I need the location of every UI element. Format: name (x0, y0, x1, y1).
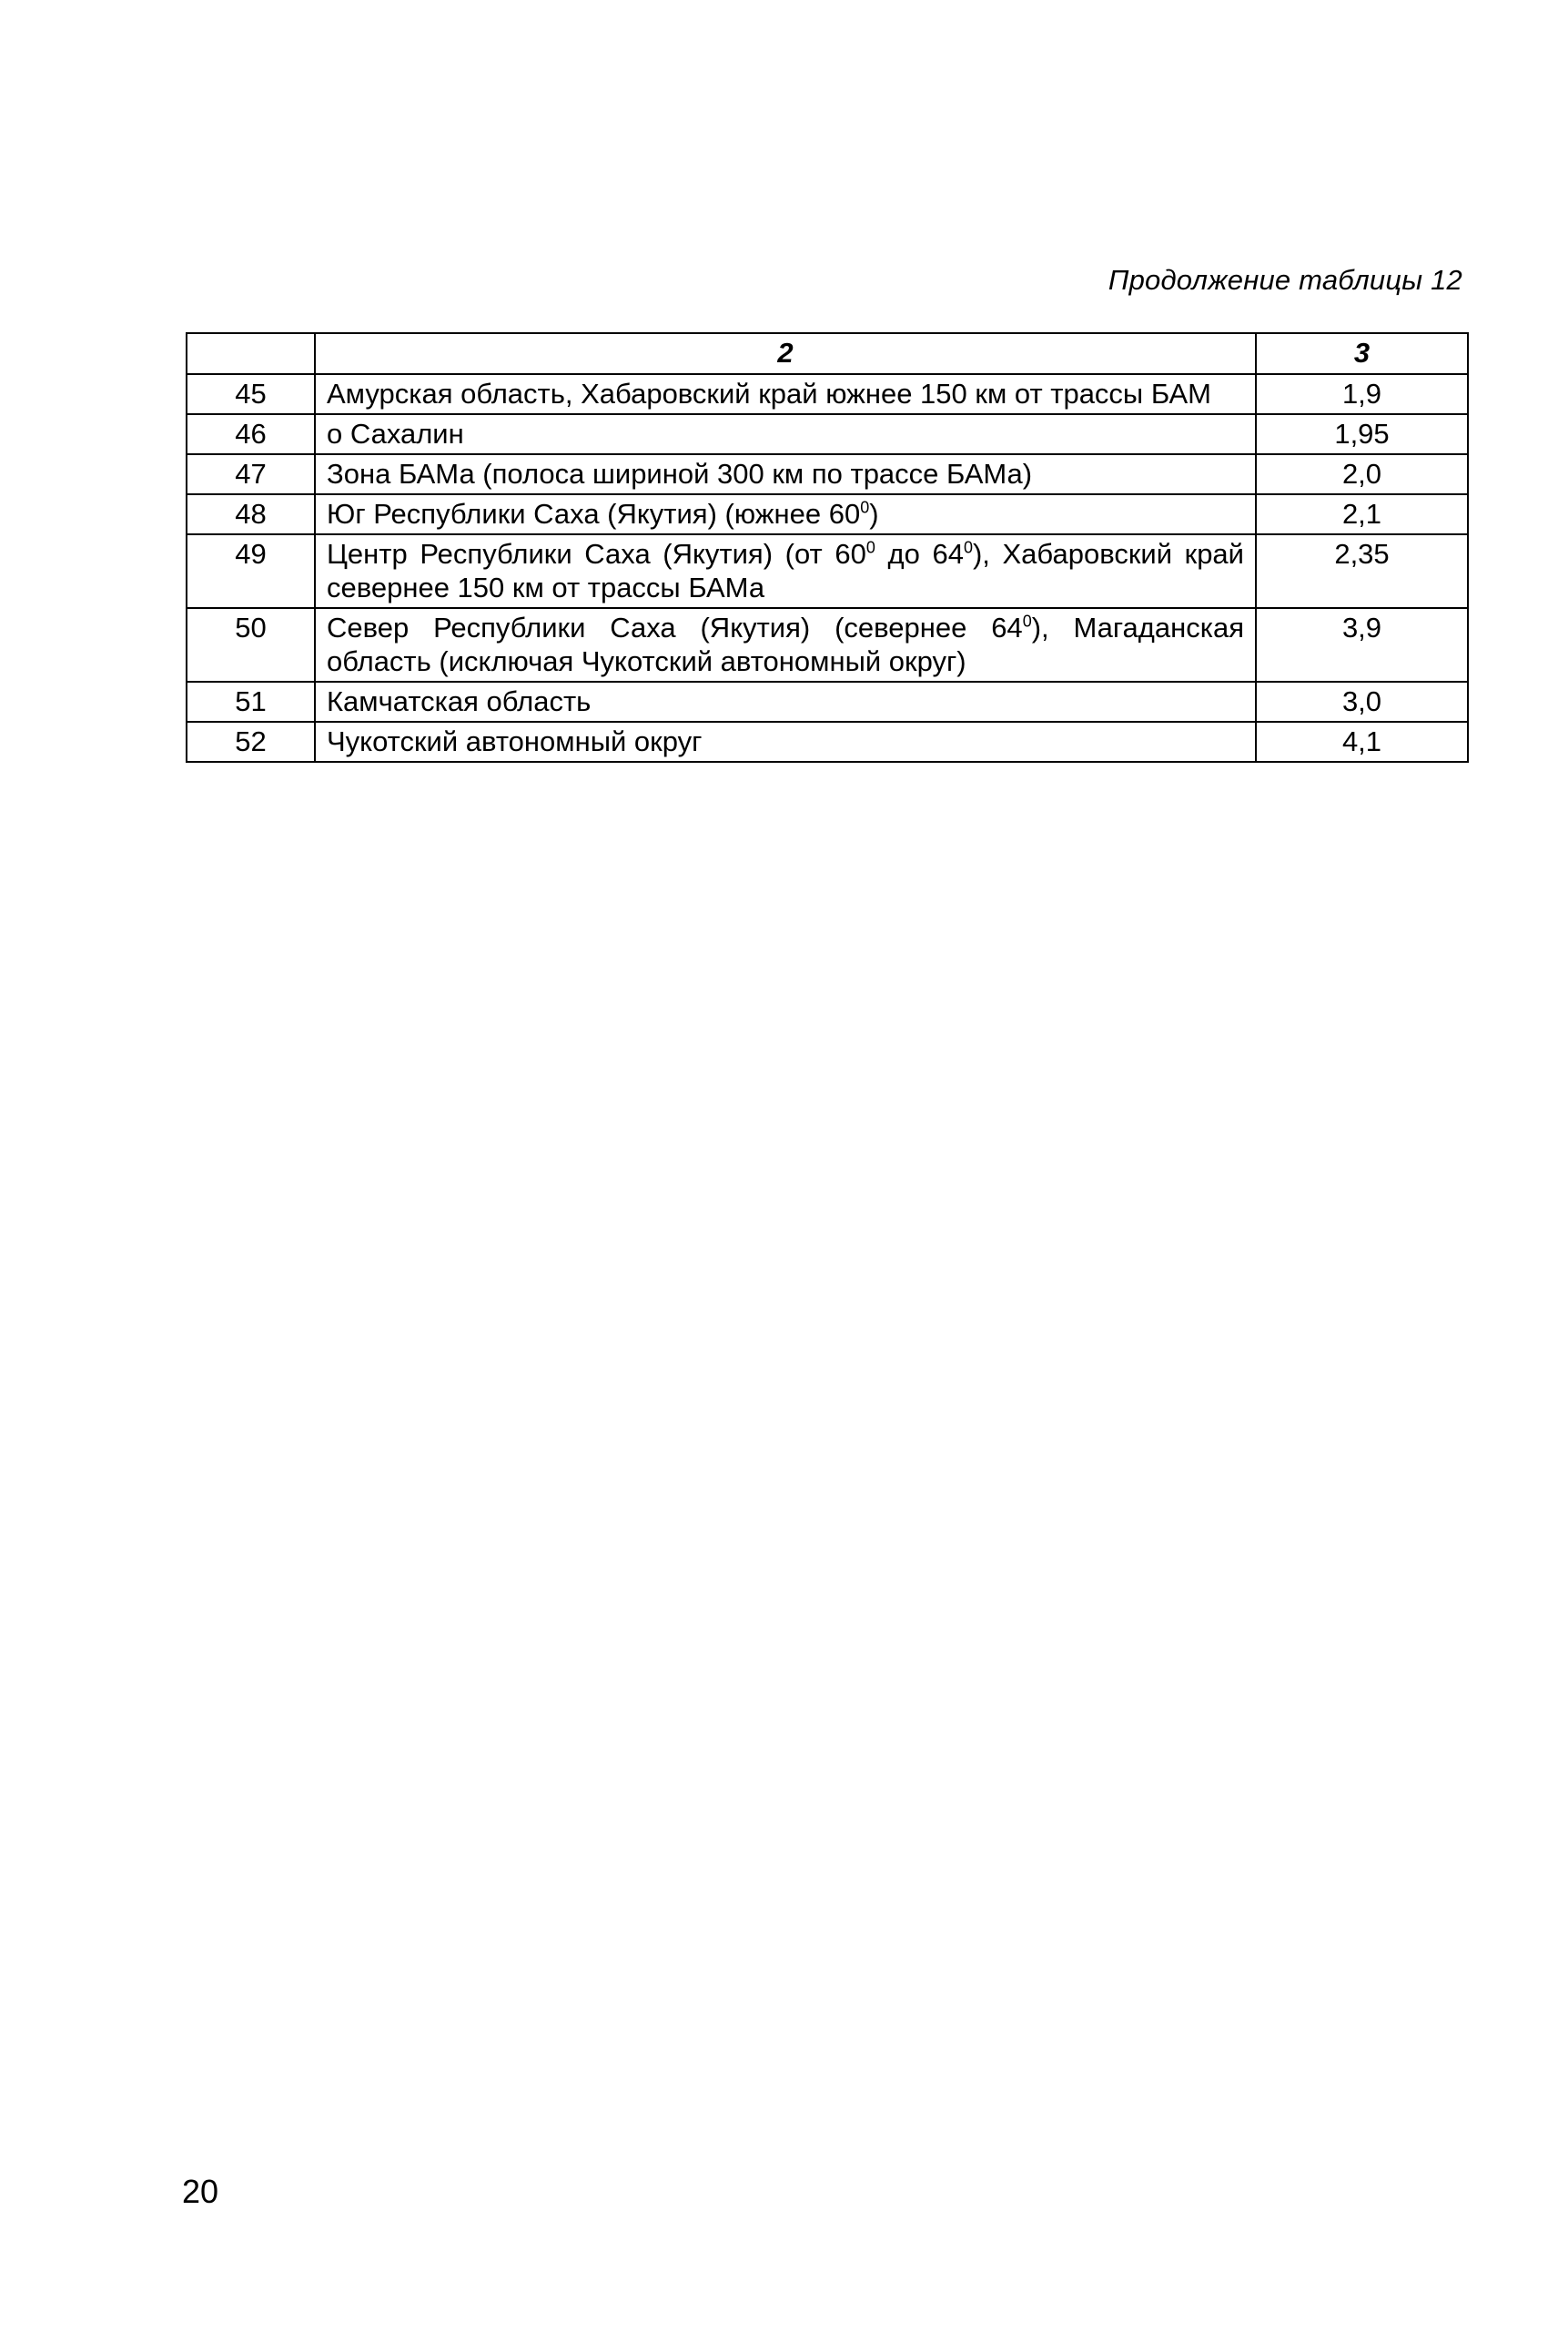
row-coefficient: 2,0 (1256, 454, 1468, 494)
table-caption: Продолжение таблицы 12 (1108, 264, 1462, 296)
table-header-row (187, 333, 1468, 374)
row-number: 50 (187, 608, 315, 682)
row-description: Центр Республики Саха (Якутия) (от $60^0$ до $64^0$), Хабаровский край севернее 150 км от трассы БАМа (315, 534, 1256, 608)
row-coefficient: 2,1 (1256, 494, 1468, 534)
row-number: 45 (187, 374, 315, 414)
row-coefficient: 1,9 (1256, 374, 1468, 414)
header-col-2: 2 (315, 333, 1256, 374)
row-coefficient: 4,1 (1256, 722, 1468, 762)
row-number: 47 (187, 454, 315, 494)
row-coefficient: 3,0 (1256, 682, 1468, 722)
row-description: Север Республики Саха (Якутия) (севернее $64^0$), Магаданская область (исключая Чукотский автономный округ) (315, 608, 1256, 682)
row-number: 51 (187, 682, 315, 722)
row-description: Камчатская область (315, 682, 1256, 722)
table-row (187, 374, 1468, 414)
table-row (187, 454, 1468, 494)
row-description: о Сахалин (315, 414, 1256, 454)
table-row (187, 608, 1468, 682)
header-col-1 (187, 333, 315, 374)
row-description: Юг Республики Саха (Якутия) (южнее $60^0$) (315, 494, 1256, 534)
row-number: 52 (187, 722, 315, 762)
coefficient-table (186, 332, 1469, 763)
header-col-3: 3 (1256, 333, 1468, 374)
table-row (187, 722, 1468, 762)
row-coefficient: 1,95 (1256, 414, 1468, 454)
row-number: 48 (187, 494, 315, 534)
row-description: Амурская область, Хабаровский край южнее 150 км от трассы БАМ (315, 374, 1256, 414)
row-number: 46 (187, 414, 315, 454)
table-row (187, 494, 1468, 534)
table-row (187, 414, 1468, 454)
row-coefficient: 3,9 (1256, 608, 1468, 682)
page-number: 20 (182, 2173, 219, 2210)
row-description: Зона БАМа (полоса шириной 300 км по трассе БАМа) (315, 454, 1256, 494)
table-row (187, 682, 1468, 722)
table-row (187, 534, 1468, 608)
row-coefficient: 2,35 (1256, 534, 1468, 608)
row-description: Чукотский автономный округ (315, 722, 1256, 762)
row-number: 49 (187, 534, 315, 608)
table-body (187, 374, 1468, 762)
